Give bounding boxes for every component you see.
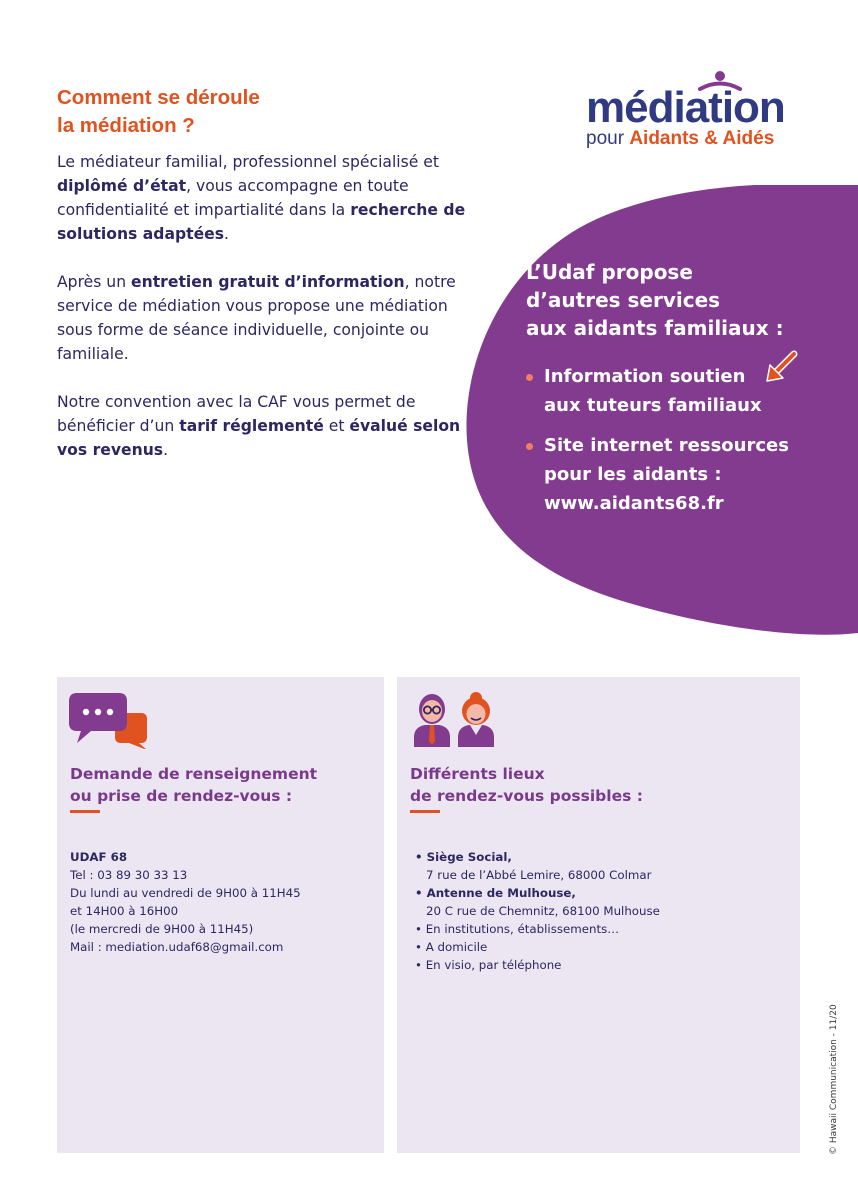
promo-title-line-3: aux aidants familiaux : [526, 316, 784, 340]
p3-text-b: tarif réglementé [179, 417, 324, 435]
p1-text-c: , vous accompagne en toute confidentialité et impartialité dans la [57, 177, 409, 219]
bullet-dot [526, 443, 533, 450]
intro-paragraph-1 [57, 150, 477, 246]
contact-title-line-2: ou prise de rendez-vous : [70, 787, 293, 805]
p3-text-c: et [323, 417, 350, 435]
locations-card [397, 677, 800, 1153]
pointing-arrow-icon [764, 350, 798, 384]
title-line-1: Comment se déroule [57, 86, 260, 109]
chat-bubbles-icon [69, 689, 149, 749]
logo-sub-emphasis: Aidants & Aidés [629, 128, 775, 149]
logo-main-text: médiation [586, 83, 785, 132]
p1-text-b: diplômé d’état [57, 177, 187, 195]
intro-paragraph-2 [57, 270, 477, 366]
locations-title-line-1: Différents lieux [410, 765, 545, 783]
p1-text-e: . [224, 225, 229, 243]
bullet-dot [526, 374, 533, 381]
mediation-logo [586, 70, 806, 160]
promo-item-line: aux tuteurs familiaux [544, 395, 762, 416]
promo-item-line: Information soutien [544, 366, 746, 387]
intro-text [57, 150, 477, 486]
logo-sub-prefix: pour [586, 128, 630, 149]
credit-text: © Hawaii Communication - 11/20 [829, 1004, 839, 1155]
promo-title-line-1: L’Udaf propose [526, 260, 693, 284]
location-address: 7 rue de l’Abbé Lemire, 68000 Colmar [426, 868, 652, 882]
location-item-institutions: • En institutions, établissements… [415, 922, 620, 936]
promo-item-line: pour les aidants : [544, 464, 722, 485]
orange-rule [70, 810, 100, 813]
p3-text-a: Notre convention avec la CAF vous permet de bénéficier d’un [57, 393, 416, 435]
promo-item-line: Site internet ressources [544, 435, 789, 456]
contact-title-line-1: Demande de renseignement [70, 765, 318, 783]
logo-sub-text [586, 128, 774, 150]
promo-item-website[interactable] [526, 431, 789, 518]
p1-text-a: Le médiateur familial, professionnel spécialisé et [57, 153, 440, 171]
p2-text-b: entretien gratuit d’information [131, 273, 405, 291]
location-item-head-office: • Siège Social, [415, 850, 512, 864]
locations-list [415, 848, 660, 974]
location-address: 20 C rue de Chemnitz, 68100 Mulhouse [426, 904, 660, 918]
title-line-2: la médiation ? [57, 114, 195, 137]
locations-title-line-2: de rendez-vous possibles : [410, 787, 643, 805]
intro-paragraph-3 [57, 390, 477, 462]
promo-item-tutors [526, 362, 789, 420]
p2-text-a: Après un [57, 273, 132, 291]
contact-card-title [70, 763, 317, 807]
org-name: UDAF 68 [70, 850, 128, 864]
location-item-mulhouse: • Antenne de Mulhouse, [415, 886, 576, 900]
hours-line-3: (le mercredi de 9H00 à 11H45) [70, 922, 254, 936]
phone-number[interactable]: Tel : 03 89 30 33 13 [70, 868, 188, 882]
contact-card [57, 677, 384, 1153]
locations-card-title [410, 763, 643, 807]
p3-text-e: . [163, 441, 169, 459]
two-people-icon [409, 689, 501, 749]
promo-services-list [526, 362, 789, 529]
hours-line-1: Du lundi au vendredi de 9H00 à 11H45 [70, 886, 301, 900]
p3-text-d: évalué selon vos revenus [57, 417, 461, 459]
location-item-home: • A domicile [415, 940, 488, 954]
email-link[interactable]: Mail : mediation.udaf68@gmail.com [70, 940, 284, 954]
p2-text-c: , notre service de médiation vous propose une médiation sous forme de séance individuelle, conjointe ou familiale. [57, 273, 456, 363]
hours-line-2: et 14H00 à 16H00 [70, 904, 179, 918]
website-link[interactable]: www.aidants68.fr [544, 493, 724, 514]
p1-text-d: recherche de solutions adaptées [57, 201, 466, 243]
promo-title [526, 258, 784, 342]
orange-rule [410, 810, 440, 813]
location-item-visio: • En visio, par téléphone [415, 958, 562, 972]
page-title [57, 84, 260, 140]
contact-details [70, 848, 301, 956]
promo-title-line-2: d’autres services [526, 288, 721, 312]
